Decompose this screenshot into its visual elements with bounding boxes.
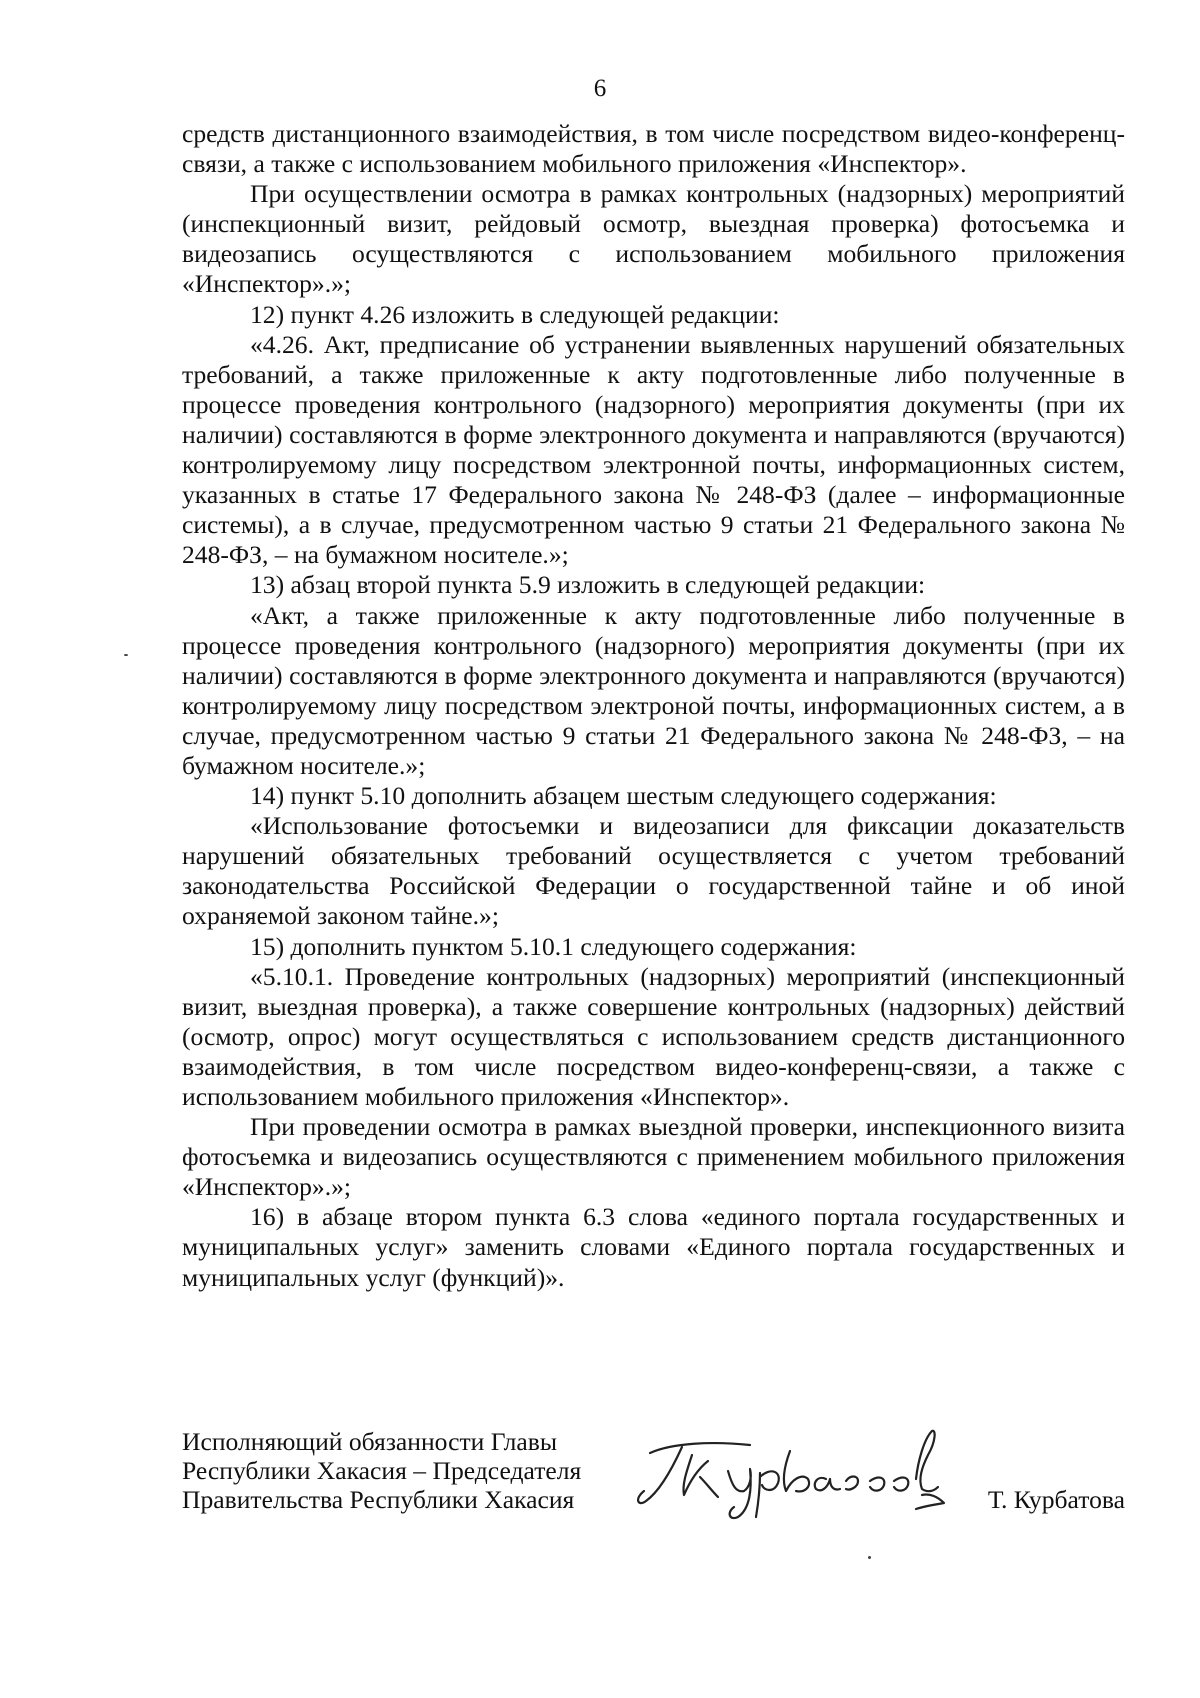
paragraph: «5.10.1. Проведение контрольных (надзорных) мероприятий (инспекционный визит, выездная проверка), а также совершение контрольных (надзорных) действий (осмотр, опрос) могут осуществляться с использованием средств дистанционного взаимодействия, в том числе посредством видео-конференц-связи, а также с использованием мобильного приложения «Инспектор». — [182, 961, 1125, 1111]
handwritten-signature — [632, 1421, 952, 1521]
paragraph: При осуществлении осмотра в рамках контрольных (надзорных) мероприятий (инспекционный визит, рейдовый осмотр, выездная проверка) фотосъемка и видеозапись осуществляются с использованием мобильного приложения «Инспектор».»; — [182, 179, 1125, 299]
signatory-title-line: Правительства Республики Хакасия — [182, 1485, 575, 1514]
page-number: 6 — [593, 75, 607, 102]
paragraph: 12) пункт 4.26 изложить в следующей редакции: — [250, 299, 780, 329]
signatory-title-line: Исполняющий обязанности Главы — [182, 1427, 558, 1456]
signatory-name: Т. Курбатова — [987, 1485, 1125, 1514]
paragraph: 15) дополнить пунктом 5.10.1 следующего содержания: — [250, 931, 857, 961]
signature-block — [182, 1427, 1125, 1537]
paragraph: средств дистанционного взаимодействия, в том числе посредством видео-конференц-связи, а также с использованием мобильного приложения «Инспектор». — [182, 119, 1125, 179]
document-body — [182, 119, 1125, 1293]
paragraph: 13) абзац второй пункта 5.9 изложить в следующей редакции: — [250, 570, 926, 600]
signatory-title-line: Республики Хакасия – Председателя — [182, 1456, 582, 1485]
paragraph: 14) пункт 5.10 дополнить абзацем шестым следующего содержания: — [250, 781, 997, 811]
paragraph: «4.26. Акт, предписание об устранении выявленных нарушений обязательных требований, а также приложенные к акту подготовленные либо полученные в процессе проведения контрольного (надзорного) мероприятия документы (при их наличии) составляются в форме электронного документа и направляются (вручаются) контролируемому лицу посредством электронной почты, информационных систем, указанных в статье 17 Федерального закона № 248-ФЗ (далее – информационные системы), а в случае, предусмотренном частью 9 статьи 21 Федерального закона № 248-ФЗ, – на бумажном носителе.»; — [182, 329, 1125, 570]
scan-speck — [124, 654, 128, 656]
signatory-title — [182, 1427, 612, 1514]
paragraph: «Использование фотосъемки и видеозаписи для фиксации доказательств нарушений обязательных требований осуществляется с учетом требований законодательства Российской Федерации о государственной тайне и об иной охраняемой законом тайне.»; — [182, 811, 1125, 931]
paragraph: При проведении осмотра в рамках выездной проверки, инспекционного визита фотосъемка и видеозапись осуществляются с применением мобильного приложения «Инспектор».»; — [182, 1112, 1125, 1202]
scan-speck — [868, 1556, 871, 1559]
paragraph: «Акт, а также приложенные к акту подготовленные либо полученные в процессе проведения контрольного (надзорного) мероприятия документы (при их наличии) составляются в форме электронного документа и направляются (вручаются) контролируемому лицу посредством электроной почты, информационных систем, а в случае, предусмотренном частью 9 статьи 21 Федерального закона № 248-ФЗ, – на бумажном носителе.»; — [182, 600, 1125, 780]
paragraph: 16) в абзаце втором пункта 6.3 слова «единого портала государственных и муниципальных услуг» заменить словами «Единого портала государственных и муниципальных услуг (функций)». — [182, 1202, 1125, 1292]
